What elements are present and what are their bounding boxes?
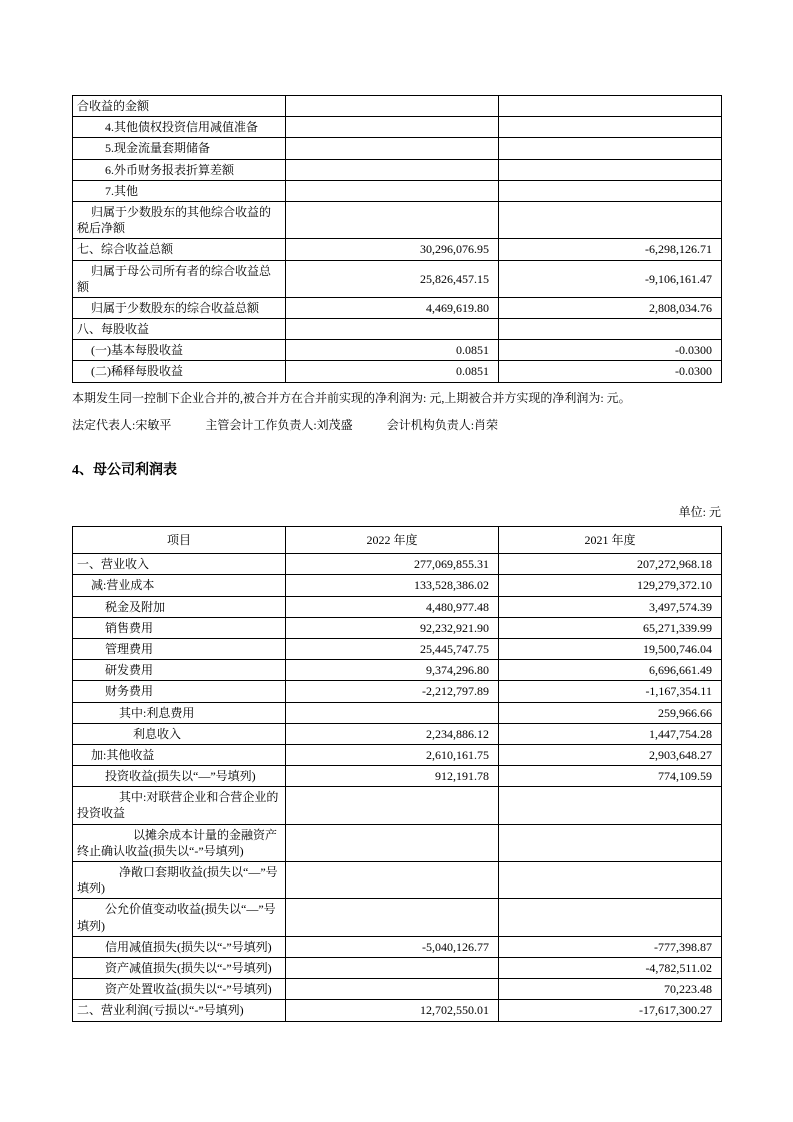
value-2021: -777,398.87 [499,936,722,957]
value-2021: 19,500,746.04 [499,638,722,659]
value-2021: -9,106,161.47 [499,260,722,297]
table-row [73,117,722,138]
table-row [73,297,722,318]
table-row [73,702,722,723]
value-2021: -17,617,300.27 [499,1000,722,1021]
value-2021: 129,279,372.10 [499,575,722,596]
value-2022: -5,040,126.77 [286,936,499,957]
value-2021: 2,808,034.76 [499,297,722,318]
value-2022: 0.0851 [286,340,499,361]
row-label: 归属于少数股东的综合收益总额 [73,297,286,318]
value-2021 [499,138,722,159]
table-row [73,824,722,861]
value-2022 [286,957,499,978]
value-2021 [499,899,722,936]
row-label: 税金及附加 [73,596,286,617]
value-2021 [499,117,722,138]
unit-label: 单位: 元 [678,505,721,520]
parent-company-income-statement [72,526,722,1022]
value-2021 [499,96,722,117]
value-2022: 30,296,076.95 [286,239,499,260]
row-label: 八、每股收益 [73,319,286,340]
value-2022 [286,899,499,936]
row-label: 二、营业利润(亏损以“-”号填列) [73,1000,286,1021]
value-2021: 2,903,648.27 [499,744,722,765]
value-2021: 65,271,339.99 [499,617,722,638]
value-2021: 6,696,661.49 [499,660,722,681]
row-label: 信用减值损失(损失以“-”号填列) [73,936,286,957]
value-2022: 92,232,921.90 [286,617,499,638]
value-2022: 4,469,619.80 [286,297,499,318]
value-2021 [499,159,722,180]
col-header-2021: 2021 年度 [499,527,722,554]
table-row [73,596,722,617]
row-label: 管理费用 [73,638,286,659]
legal-representative: 法定代表人:宋敏平 [72,418,172,433]
table-row [73,936,722,957]
table-row [73,1000,722,1021]
col-header-2022: 2022 年度 [286,527,499,554]
row-label: 加:其他收益 [73,744,286,765]
row-label: 资产减值损失(损失以“-”号填列) [73,957,286,978]
value-2021: -0.0300 [499,361,722,382]
value-2022: -2,212,797.89 [286,681,499,702]
value-2022 [286,201,499,238]
merger-note: 本期发生同一控制下企业合并的,被合并方在合并前实现的净利润为: 元,上期被合并方实现的净利润为: 元。 [72,390,631,405]
value-2022 [286,979,499,1000]
value-2022 [286,117,499,138]
row-label: 归属于母公司所有者的综合收益总额 [73,260,286,297]
value-2021 [499,824,722,861]
value-2022: 2,610,161.75 [286,744,499,765]
table-row [73,957,722,978]
row-label: 5.现金流量套期储备 [73,138,286,159]
income-statement-header [73,527,722,554]
row-label: 七、综合收益总额 [73,239,286,260]
row-label: 其中:对联营企业和合营企业的投资收益 [73,787,286,824]
table-row [73,201,722,238]
value-2022 [286,319,499,340]
row-label: 投资收益(损失以“—”号填列) [73,766,286,787]
value-2022 [286,787,499,824]
table-row [73,787,722,824]
table-row [73,554,722,575]
comprehensive-income-table [72,95,722,383]
value-2022 [286,159,499,180]
value-2022 [286,862,499,899]
table-row [73,575,722,596]
row-label: 研发费用 [73,660,286,681]
value-2022: 912,191.78 [286,766,499,787]
row-label: (一)基本每股收益 [73,340,286,361]
table-row [73,979,722,1000]
row-label: (二)稀释每股收益 [73,361,286,382]
value-2022: 2,234,886.12 [286,723,499,744]
value-2021 [499,180,722,201]
table-row [73,638,722,659]
value-2022: 25,826,457.15 [286,260,499,297]
row-label: 一、营业收入 [73,554,286,575]
value-2022 [286,138,499,159]
row-label: 7.其他 [73,180,286,201]
income-statement-body [73,554,722,1021]
table-row [73,361,722,382]
row-label: 4.其他债权投资信用减值准备 [73,117,286,138]
table-row [73,96,722,117]
value-2022: 0.0851 [286,361,499,382]
table-row [73,159,722,180]
table-row [73,138,722,159]
header-row [73,527,722,554]
value-2021: -6,298,126.71 [499,239,722,260]
table-row [73,319,722,340]
table-row [73,180,722,201]
row-label: 其中:利息费用 [73,702,286,723]
row-label: 净敞口套期收益(损失以“—”号填列) [73,862,286,899]
table-row [73,340,722,361]
value-2022: 4,480,977.48 [286,596,499,617]
value-2021: 207,272,968.18 [499,554,722,575]
row-label: 销售费用 [73,617,286,638]
value-2021: -4,782,511.02 [499,957,722,978]
table-row [73,766,722,787]
value-2022: 25,445,747.75 [286,638,499,659]
row-label: 利息收入 [73,723,286,744]
value-2022: 133,528,386.02 [286,575,499,596]
value-2021 [499,319,722,340]
value-2022: 12,702,550.01 [286,1000,499,1021]
row-label: 合收益的金额 [73,96,286,117]
value-2021: -0.0300 [499,340,722,361]
value-2021 [499,862,722,899]
col-header-item: 项目 [73,527,286,554]
row-label: 归属于少数股东的其他综合收益的税后净额 [73,201,286,238]
value-2021 [499,787,722,824]
row-label: 公允价值变动收益(损失以“—”号填列) [73,899,286,936]
table-row [73,899,722,936]
value-2022 [286,702,499,723]
table-row [73,744,722,765]
row-label: 财务费用 [73,681,286,702]
table-row [73,723,722,744]
table-row [73,681,722,702]
table-row [73,862,722,899]
row-label: 资产处置收益(损失以“-”号填列) [73,979,286,1000]
section-heading: 4、母公司利润表 [72,463,177,479]
chief-accounting-officer: 主管会计工作负责人:刘茂盛 [205,418,353,433]
value-2021 [499,201,722,238]
value-2022: 277,069,855.31 [286,554,499,575]
table-row [73,617,722,638]
value-2022 [286,96,499,117]
value-2021: 1,447,754.28 [499,723,722,744]
accounting-department-head: 会计机构负责人:肖荣 [386,418,499,433]
comprehensive-income-table-body [73,96,722,383]
row-label: 以摊余成本计量的金融资产终止确认收益(损失以“-”号填列) [73,824,286,861]
value-2022 [286,180,499,201]
value-2021: 259,966.66 [499,702,722,723]
value-2021: 70,223.48 [499,979,722,1000]
row-label: 减:营业成本 [73,575,286,596]
table-row [73,260,722,297]
value-2021: 774,109.59 [499,766,722,787]
table-row [73,660,722,681]
value-2021: 3,497,574.39 [499,596,722,617]
row-label: 6.外币财务报表折算差额 [73,159,286,180]
value-2022 [286,824,499,861]
value-2022: 9,374,296.80 [286,660,499,681]
table-row [73,239,722,260]
signatories-line [72,416,721,433]
value-2021: -1,167,354.11 [499,681,722,702]
